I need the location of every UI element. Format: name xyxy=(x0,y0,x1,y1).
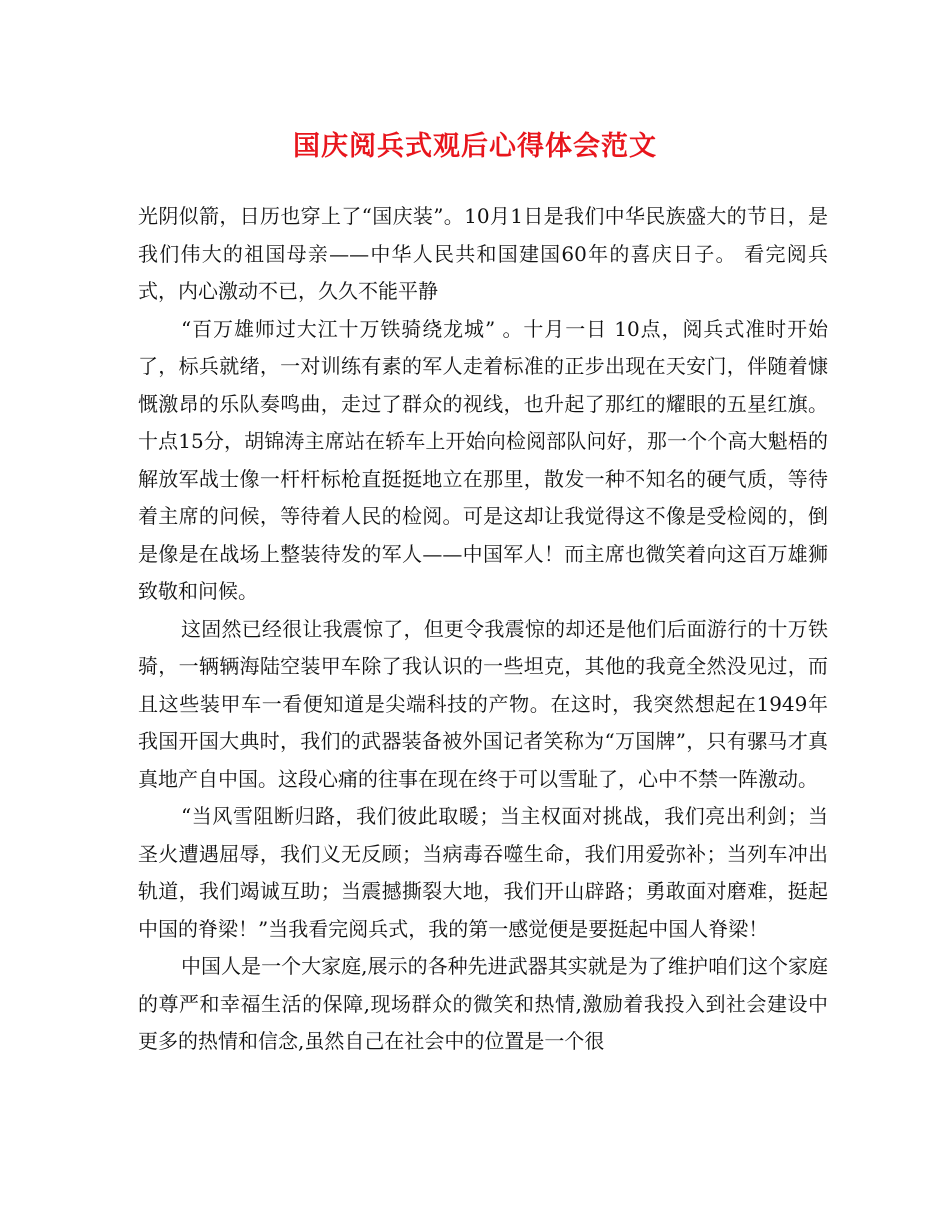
document-title: 国庆阅兵式观后心得体会范文 xyxy=(293,131,657,162)
document-body xyxy=(138,198,828,1061)
paragraph-4: “当风雪阻断归路，我们彼此取暖；当主权面对挑战，我们亮出利剑；当圣火遭遇屈辱，我们义无反顾；当病毒吞噬生命，我们用爱弥补；当列车冲出轨道，我们竭诚互助；当震撼撕裂大地，我们开山辟路；勇敢面对磨难，挺起中国的脊梁！”当我看完阅兵式，我的第一感觉便是要挺起中国人脊梁！ xyxy=(138,804,828,941)
paragraph-2: “百万雄师过大江十万铁骑绕龙城” 。十月一日 10点，阅兵式准时开始了，标兵就绪，一对训练有素的军人走着标准的正步出现在天安门，伴随着慷慨激昂的乐队奏鸣曲，走过了群众的视线，也升起了那红的耀眼的五星红旗。十点15分，胡锦涛主席站在轿车上开始向检阅部队问好，那一个个高大魁梧的解放军战士像一杆杆标枪直挺挺地立在那里，散发一种不知名的硬气质，等待着主席的问候，等待着人民的检阅。可是这却让我觉得这不像是受检阅的，倒是像是在战场上整装待发的军人——中国军人！而主席也微笑着向这百万雄狮致敬和问候。 xyxy=(138,316,828,603)
paragraph-1: 光阴似箭，日历也穿上了“国庆装”。10月1日是我们中华民族盛大的节日，是我们伟大的祖国母亲——中华人民共和国建国60年的喜庆日子。 看完阅兵式，内心激动不已，久久不能平静 xyxy=(138,204,828,303)
paragraph-3: 这固然已经很让我震惊了，但更令我震惊的却还是他们后面游行的十万铁骑，一辆辆海陆空装甲车除了我认识的一些坦克，其他的我竟全然没见过，而且这些装甲车一看便知道是尖端科技的产物。在这时，我突然想起在1949年我国开国大典时，我们的武器装备被外国记者笑称为“万国牌”，只有骡马才真真地产自中国。这段心痛的往事在现在终于可以雪耻了，心中不禁一阵激动。 xyxy=(138,616,828,791)
paragraph-5: 中国人是一个大家庭,展示的各种先进武器其实就是为了维护咱们这个家庭的尊严和幸福生活的保障,现场群众的微笑和热情,激励着我投入到社会建设中更多的热情和信念,虽然自己在社会中的位置是一个很 xyxy=(138,954,828,1053)
